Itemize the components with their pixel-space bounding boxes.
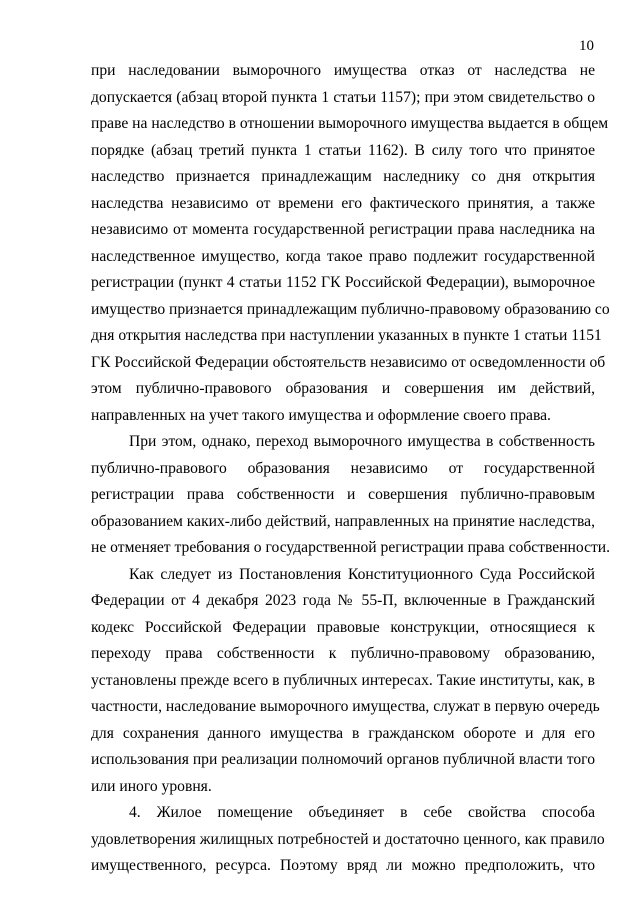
text-line: частности, наследование выморочного имущества, служат в первую очередь <box>91 698 600 715</box>
text-line: Федерации от 4 декабря 2023 года № 55-П, включенные в Гражданский <box>91 592 595 609</box>
text-line: ГК Российской Федерации обстоятельств независимо от осведомленности об <box>91 353 606 371</box>
text-line: направленных на учет такого имущества и оформление своего права. <box>91 406 551 424</box>
text-line: дня открытия наследства при наступлении указанных в пункте 1 статьи 1151 <box>91 327 602 344</box>
text-line: для сохранения данного имущества в гражданском обороте и для его <box>91 724 595 742</box>
text-line: независимо от момента государственной регистрации права наследника на <box>91 221 595 238</box>
paragraph-2 <box>91 429 611 562</box>
document-body <box>91 58 611 880</box>
text-line: не отменяет требования о государственной регистрации права собственности. <box>91 539 611 556</box>
text-line: при наследовании выморочного имущества отказ от наследства не <box>91 62 595 79</box>
text-line: или иного уровня. <box>91 777 212 795</box>
text-line: удовлетворения жилищных потребностей и достаточно ценного, как правило <box>91 830 605 848</box>
text-line: использования при реализации полномочий органов публичной власти того <box>91 751 595 768</box>
paragraph-4 <box>91 800 605 880</box>
text-line: имущество признается принадлежащим публично-правовому образованию со <box>91 300 610 318</box>
text-line: 4. Жилое помещение объединяет в себе свойства способа <box>129 804 595 821</box>
text-line: переходу права собственности к публично-правовому образованию, <box>91 645 595 662</box>
text-line: публично-правового образования независимо от государственной <box>91 459 595 477</box>
text-line: Как следует из Постановления Конституционного Суда Российской <box>129 565 595 583</box>
text-line: образованием каких-либо действий, направленных на принятие наследства, <box>91 512 595 530</box>
text-line: праве на наследство в отношении выморочного имущества выдается в общем <box>91 115 609 132</box>
page-number: 10 <box>579 38 594 54</box>
text-line: регистрации права собственности и совершения публично-правовым <box>91 486 595 503</box>
paragraph-3 <box>91 562 600 801</box>
text-line: регистрации (пункт 4 статьи 1152 ГК Российской Федерации), выморочное <box>91 274 595 291</box>
text-line: имущественного, ресурса. Поэтому вряд ли можно предположить, что <box>91 857 595 874</box>
text-line: кодекс Российской Федерации правовые конструкции, относящиеся к <box>91 618 595 636</box>
text-line: этом публично-правового образования и совершения им действий, <box>91 380 595 397</box>
paragraph-1 <box>91 58 610 429</box>
text-line: наследства независимо от времени его фактического принятия, а также <box>91 194 595 212</box>
text-line: наследство признается принадлежащим наследнику со дня открытия <box>91 168 595 185</box>
text-line: установлены прежде всего в публичных интересах. Такие институты, как, в <box>91 671 595 689</box>
text-line: При этом, однако, переход выморочного имущества в собственность <box>129 433 595 450</box>
text-line: порядке (абзац третий пункта 1 статьи 1162). В силу того что принятое <box>91 141 595 159</box>
text-line: допускается (абзац второй пункта 1 статьи 1157); при этом свидетельство о <box>91 88 595 106</box>
text-line: наследственное имущество, когда такое право подлежит государственной <box>91 247 595 265</box>
